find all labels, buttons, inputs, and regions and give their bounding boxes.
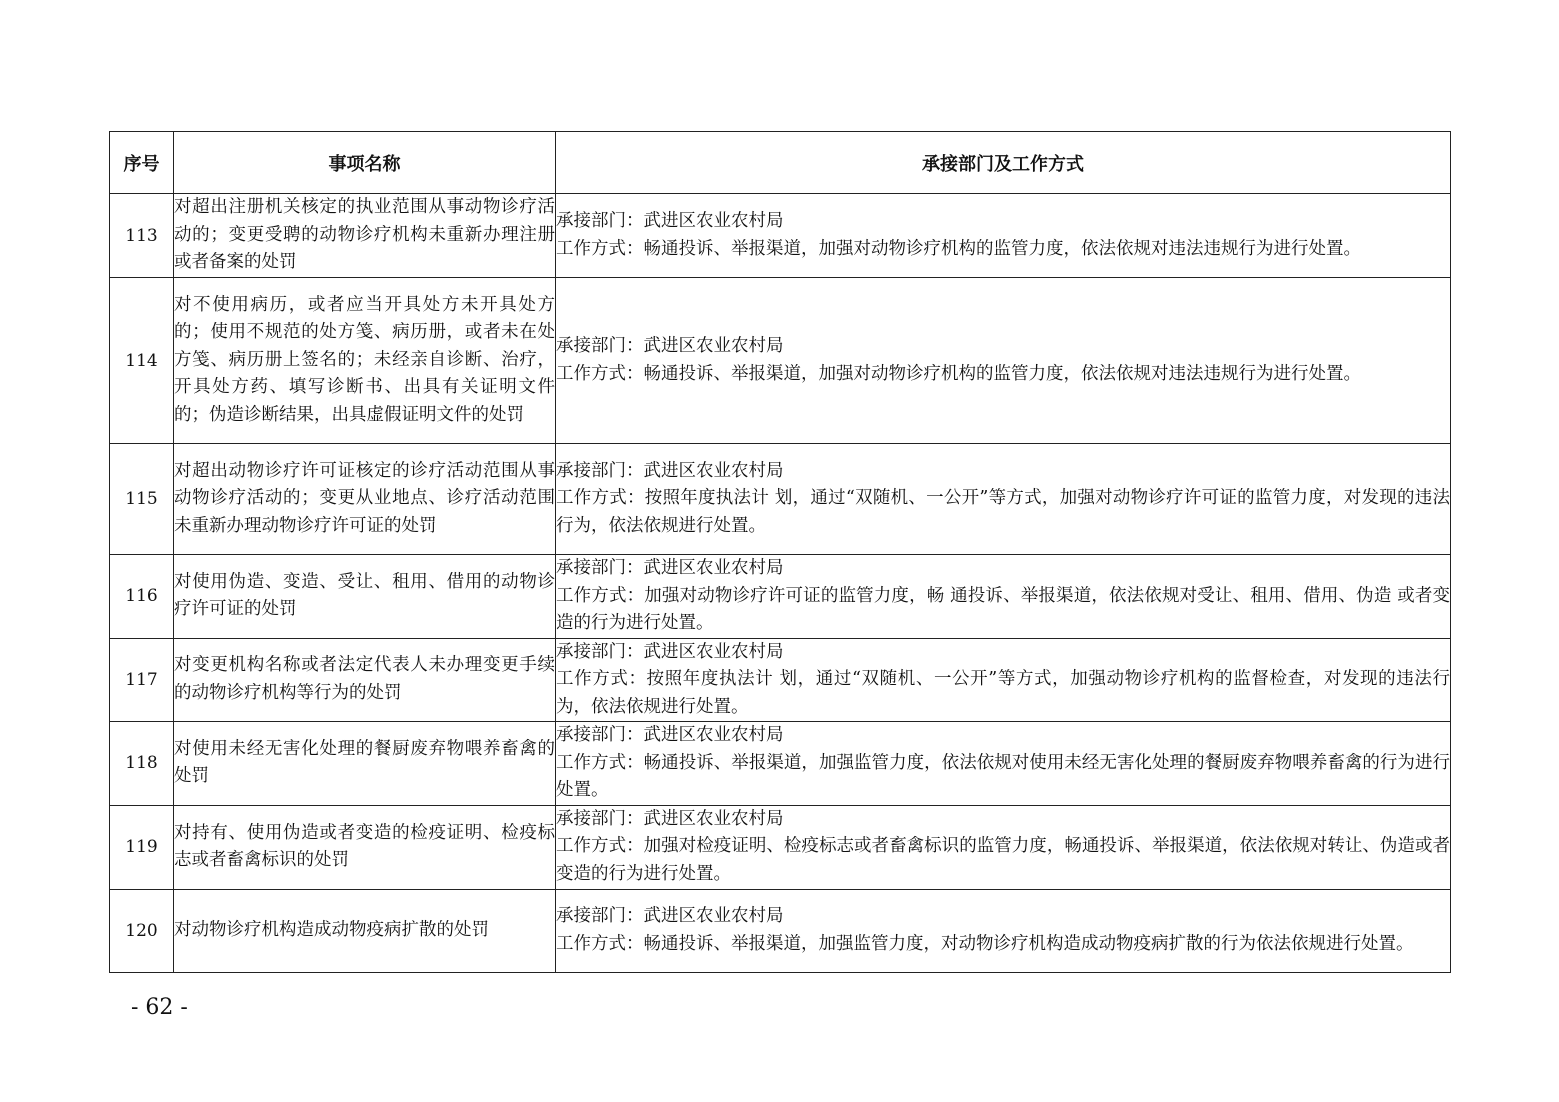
header-serial: 序号 — [110, 132, 174, 194]
item-name: 对变更机构名称或者法定代表人未办理变更手续的动物诊疗机构等行为的处罚 — [174, 638, 556, 722]
table-row — [110, 194, 1451, 278]
dept-text: 承接部门：武进区农业农村局 — [556, 460, 784, 481]
row-number: 118 — [110, 722, 174, 806]
dept-text: 承接部门：武进区农业农村局 — [556, 725, 784, 745]
row-number: 115 — [110, 444, 174, 555]
dept-method-cell — [556, 805, 1451, 889]
method-text: 工作方式：畅通投诉、举报渠道，加强对动物诊疗机构的监管力度，依法依规对违法违规行为进行处置。 — [556, 238, 1361, 259]
dept-text: 承接部门：武进区农业农村局 — [556, 808, 784, 829]
item-name: 对持有、使用伪造或者变造的检疫证明、检疫标志或者畜禽标识的处罚 — [174, 805, 556, 889]
dept-method-cell — [556, 555, 1451, 639]
dept-text: 承接部门：武进区农业农村局 — [556, 211, 784, 231]
dept-method-cell — [556, 444, 1451, 555]
item-name: 对超出注册机关核定的执业范围从事动物诊疗活动的；变更受聘的动物诊疗机构未重新办理注册或者备案的处罚 — [174, 194, 556, 278]
item-name: 对不使用病历，或者应当开具处方未开具处方的；使用不规范的处方笺、病历册，或者未在处方笺、病历册上签名的；未经亲自诊断、治疗，开具处方药、填写诊断书、出具有关证明文件的；伪造诊断结果，出具虚假证明文件的处罚 — [174, 278, 556, 444]
header-dept-method: 承接部门及工作方式 — [556, 132, 1451, 194]
table-row — [110, 278, 1451, 444]
header-row — [110, 132, 1451, 194]
row-number: 116 — [110, 555, 174, 639]
dept-method-cell — [556, 194, 1451, 278]
method-text: 工作方式：按照年度执法计 划，通过“双随机、一公开”等方式，加强对动物诊疗许可证的监管力度，对发现的违法行为，依法依规进行处置。 — [556, 488, 1450, 536]
row-number: 113 — [110, 194, 174, 278]
dept-text: 承接部门：武进区农业农村局 — [556, 641, 784, 662]
table-row — [110, 889, 1451, 972]
dept-text: 承接部门：武进区农业农村局 — [556, 906, 784, 926]
dept-method-cell — [556, 638, 1451, 722]
method-text: 工作方式：加强对动物诊疗许可证的监管力度，畅 通投诉、举报渠道，依法依规对受让、租用、借用、伪造 或者变造的行为进行处置。 — [556, 585, 1450, 633]
item-name: 对超出动物诊疗许可证核定的诊疗活动范围从事动物诊疗活动的；变更从业地点、诊疗活动范围未重新办理动物诊疗许可证的处罚 — [174, 444, 556, 555]
method-text: 工作方式：畅通投诉、举报渠道，加强对动物诊疗机构的监管力度，依法依规对违法违规行为进行处置。 — [556, 363, 1361, 384]
table-row — [110, 805, 1451, 889]
table-row — [110, 638, 1451, 722]
items-table — [109, 131, 1451, 973]
row-number: 120 — [110, 889, 174, 972]
dept-method-cell — [556, 889, 1451, 972]
method-text: 工作方式：按照年度执法计 划，通过“双随机、一公开”等方式，加强动物诊疗机构的监督检查，对发现的违法行 为，依法依规进行处置。 — [556, 669, 1450, 717]
header-item-name: 事项名称 — [174, 132, 556, 194]
row-number: 117 — [110, 638, 174, 722]
row-number: 114 — [110, 278, 174, 444]
dept-text: 承接部门：武进区农业农村局 — [556, 336, 784, 356]
row-number: 119 — [110, 805, 174, 889]
page-number: - 62 - — [131, 995, 188, 1020]
table-row — [110, 444, 1451, 555]
table-row — [110, 722, 1451, 806]
item-name: 对动物诊疗机构造成动物疫病扩散的处罚 — [174, 889, 556, 972]
dept-method-cell — [556, 278, 1451, 444]
item-name: 对使用伪造、变造、受让、租用、借用的动物诊疗许可证的处罚 — [174, 555, 556, 639]
dept-text: 承接部门：武进区农业农村局 — [556, 558, 784, 578]
method-text: 工作方式：畅通投诉、举报渠道，加强监管力度，对动物诊疗机构造成动物疫病扩散的行为依法依规进行处置。 — [556, 933, 1414, 954]
table-row — [110, 555, 1451, 639]
dept-method-cell — [556, 722, 1451, 806]
method-text: 工作方式：畅通投诉、举报渠道，加强监管力度，依法依规对使用未经无害化处理的餐厨废弃物喂养畜禽的行为进行处置。 — [556, 752, 1450, 800]
item-name: 对使用未经无害化处理的餐厨废弃物喂养畜禽的处罚 — [174, 722, 556, 806]
method-text: 工作方式：加强对检疫证明、检疫标志或者畜禽标识的监管力度，畅通投诉、举报渠道，依法依规对转让、伪造或者变造的行为进行处置。 — [556, 836, 1450, 884]
